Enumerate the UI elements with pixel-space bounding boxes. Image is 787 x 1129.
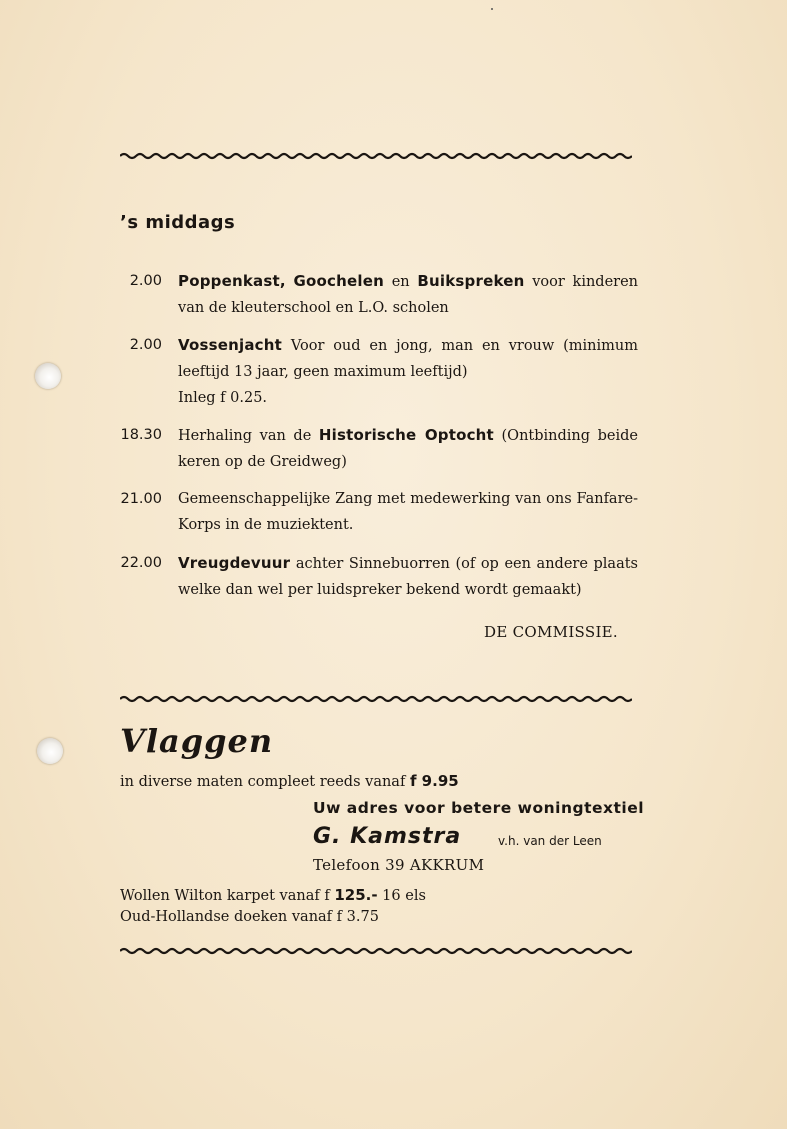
entry-plain: Gemeenschappelijke Zang met medewerking van ons Fanfare-Korps in de muziektent. [178,491,638,533]
flags-price: f 9.95 [409,772,459,790]
entry-bold: Vossenjacht [178,336,283,354]
wavy-rule-bottom [120,946,632,956]
entry-text [178,268,638,321]
entry-time: 18.30 [120,427,162,443]
entry-plain: Voor oud en jong, man en vrouw (minimum leeftijd 13 jaar, geen maximum leeftijd) [178,338,638,380]
entry-time: 22.00 [120,555,162,571]
signature: DE COMMISSIE. [484,623,618,641]
entry-text [178,550,638,603]
entry-time: 21.00 [120,491,162,507]
entry-time: 2.00 [129,337,162,353]
carpet-text: Wollen Wilton karpet vanaf f [120,888,335,904]
entry-bold: Historische Optocht [318,426,494,444]
entry-bold: Goochelen [293,272,384,290]
shop-name: G. Kamstra [313,824,462,849]
entry-plain: Herhaling van de [178,428,319,444]
entry-plain: (Ontbinding beide keren op de Greidweg) [178,428,638,470]
wavy-rule-middle [120,694,632,704]
entry-bold: Buikspreken [417,272,525,290]
entry-bold: Poppenkast, [178,272,286,290]
entry-plain: achter Sinnebuorren (of op een andere plaats welke dan wel per luidspreker bekend wordt gemaakt) [178,556,638,598]
carpet-price: 125.- [334,886,378,904]
entry-plain: voor kinderen van de kleuterschool en L.O. scholen [178,274,639,316]
advert-title: Vlaggen [120,722,274,760]
advert-shop-row [313,824,461,849]
advert-line-cloth: Oud-Hollandse doeken vanaf f 3.75 [120,909,379,925]
punch-hole-bottom [37,738,63,764]
shop-phone: Telefoon 39 AKKRUM [313,856,485,874]
advert-line-carpet [120,886,426,904]
paper-speck [491,8,493,10]
punch-hole-top [35,363,61,389]
entry-text [178,422,638,475]
entry-fee: Inleg f 0.25. [178,390,268,406]
entry-text [178,332,638,411]
entry-text [178,486,638,538]
wavy-rule-top [120,151,632,161]
entry-time: 2.00 [129,273,162,289]
advert-tagline: Uw adres voor betere woningtextiel [313,799,645,817]
carpet-unit: 16 els [377,888,426,904]
flags-text: in diverse maten compleet reeds vanaf [120,774,410,790]
shop-former-name: v.h. van der Leen [498,834,602,848]
entry-bold: Vreugdevuur [178,554,291,572]
advert-line-flags [120,772,459,790]
section-heading: ’s middags [120,212,236,233]
entry-plain: en [383,274,418,290]
